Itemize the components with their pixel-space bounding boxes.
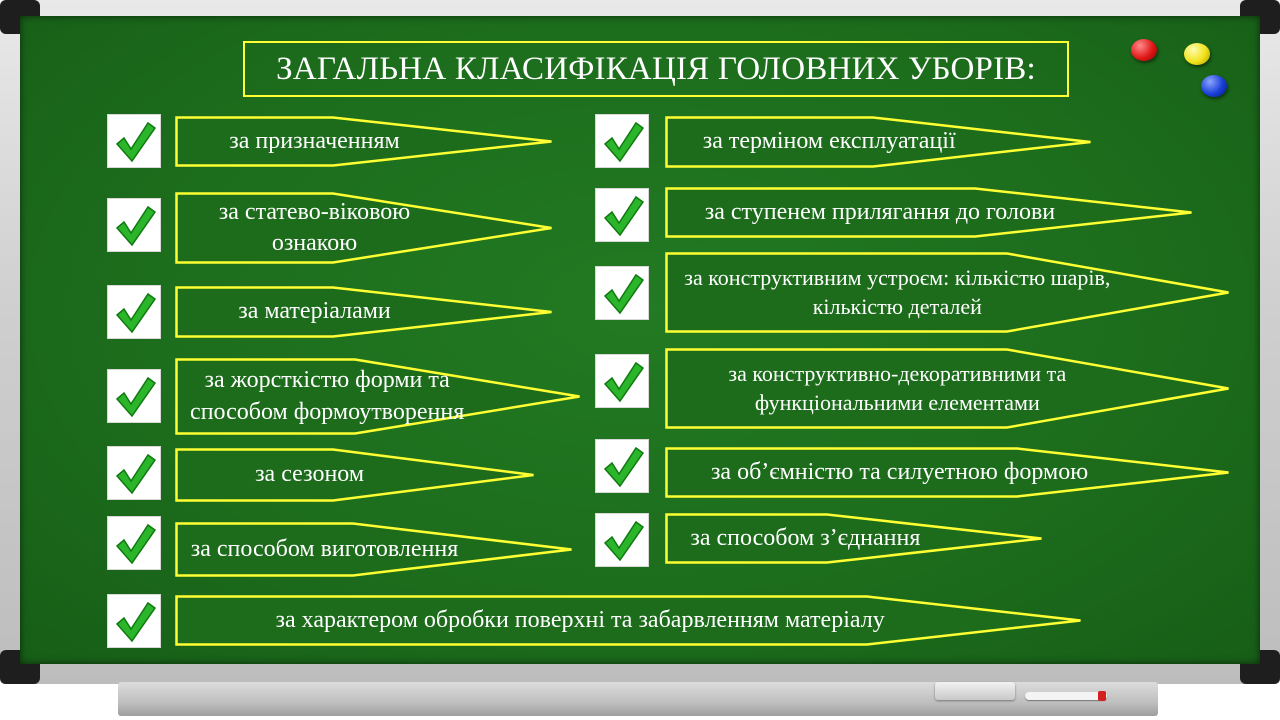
check-mark-box-left-3[interactable] <box>107 285 161 339</box>
check-mark-icon <box>600 119 646 165</box>
classification-tag-left-5[interactable] <box>175 448 535 502</box>
blue-magnet-icon <box>1201 75 1227 97</box>
classification-label: за жорсткістю форми та способом формоутворення <box>190 367 465 425</box>
classification-label: за об’ємністю та силуетною формою <box>710 458 1089 485</box>
check-mark-box-left-5[interactable] <box>107 446 161 500</box>
classification-label: за ступенем прилягання до голови <box>704 198 1056 225</box>
marker-cap <box>1098 691 1106 701</box>
check-mark-box-left-4[interactable] <box>107 369 161 423</box>
classification-tag-right-4[interactable] <box>665 348 1230 429</box>
classification-tag-right-5[interactable] <box>665 447 1230 498</box>
check-mark-icon <box>600 444 646 490</box>
check-mark-icon <box>112 374 158 420</box>
classification-tag-left-1[interactable] <box>175 116 553 167</box>
check-mark-icon <box>600 271 646 317</box>
red-magnet-icon <box>1131 39 1157 61</box>
check-mark-box-right-4[interactable] <box>595 354 649 408</box>
check-mark-icon <box>112 290 158 336</box>
check-mark-box-right-5[interactable] <box>595 439 649 493</box>
classification-label: за терміном експлуатації <box>702 128 956 155</box>
eraser <box>935 682 1015 700</box>
classification-tag-right-1[interactable] <box>665 116 1092 168</box>
check-mark-box-right-1[interactable] <box>595 114 649 168</box>
classification-tag-right-2[interactable] <box>665 187 1193 238</box>
check-mark-icon <box>112 451 158 497</box>
check-mark-icon <box>112 521 158 567</box>
classification-tag-left-6[interactable] <box>175 522 573 577</box>
classification-label: за призначенням <box>229 127 400 154</box>
classification-label: за матеріалами <box>238 298 391 325</box>
classification-label: за конструктивним устроєм: кількістю шарів, кількістю деталей <box>684 264 1111 319</box>
check-mark-icon <box>112 203 158 249</box>
check-mark-icon <box>112 599 158 645</box>
check-mark-icon <box>600 359 646 405</box>
check-mark-icon <box>600 518 646 564</box>
classification-label: за способом з’єднання <box>690 524 921 551</box>
check-mark-box-bottom[interactable] <box>107 594 161 648</box>
check-mark-box-right-6[interactable] <box>595 513 649 567</box>
classification-label: за способом виготовлення <box>190 535 459 562</box>
classification-tag-bottom[interactable] <box>175 595 1082 646</box>
check-mark-icon <box>600 193 646 239</box>
page-title: ЗАГАЛЬНА КЛАСИФІКАЦІЯ ГОЛОВНИХ УБОРІВ: <box>243 41 1069 97</box>
check-mark-box-left-2[interactable] <box>107 198 161 252</box>
check-mark-icon <box>112 119 158 165</box>
check-mark-box-right-3[interactable] <box>595 266 649 320</box>
classification-label: за характером обробки поверхні та забарвленням матеріалу <box>275 606 885 633</box>
check-mark-box-left-1[interactable] <box>107 114 161 168</box>
classification-tag-left-2[interactable] <box>175 192 553 264</box>
classification-label: за сезоном <box>255 461 365 488</box>
marker-pen <box>1025 692 1107 700</box>
check-mark-box-left-6[interactable] <box>107 516 161 570</box>
yellow-magnet-icon <box>1184 43 1210 65</box>
classification-tag-right-6[interactable] <box>665 513 1043 564</box>
classification-tag-left-3[interactable] <box>175 286 553 338</box>
check-mark-box-right-2[interactable] <box>595 188 649 242</box>
classification-tag-left-4[interactable] <box>175 358 581 435</box>
classification-label: за конструктивно-декоративними та функціональними елементами <box>728 360 1067 415</box>
classification-label: за статево-віковою ознакою <box>218 198 411 256</box>
classification-tag-right-3[interactable] <box>665 252 1230 333</box>
